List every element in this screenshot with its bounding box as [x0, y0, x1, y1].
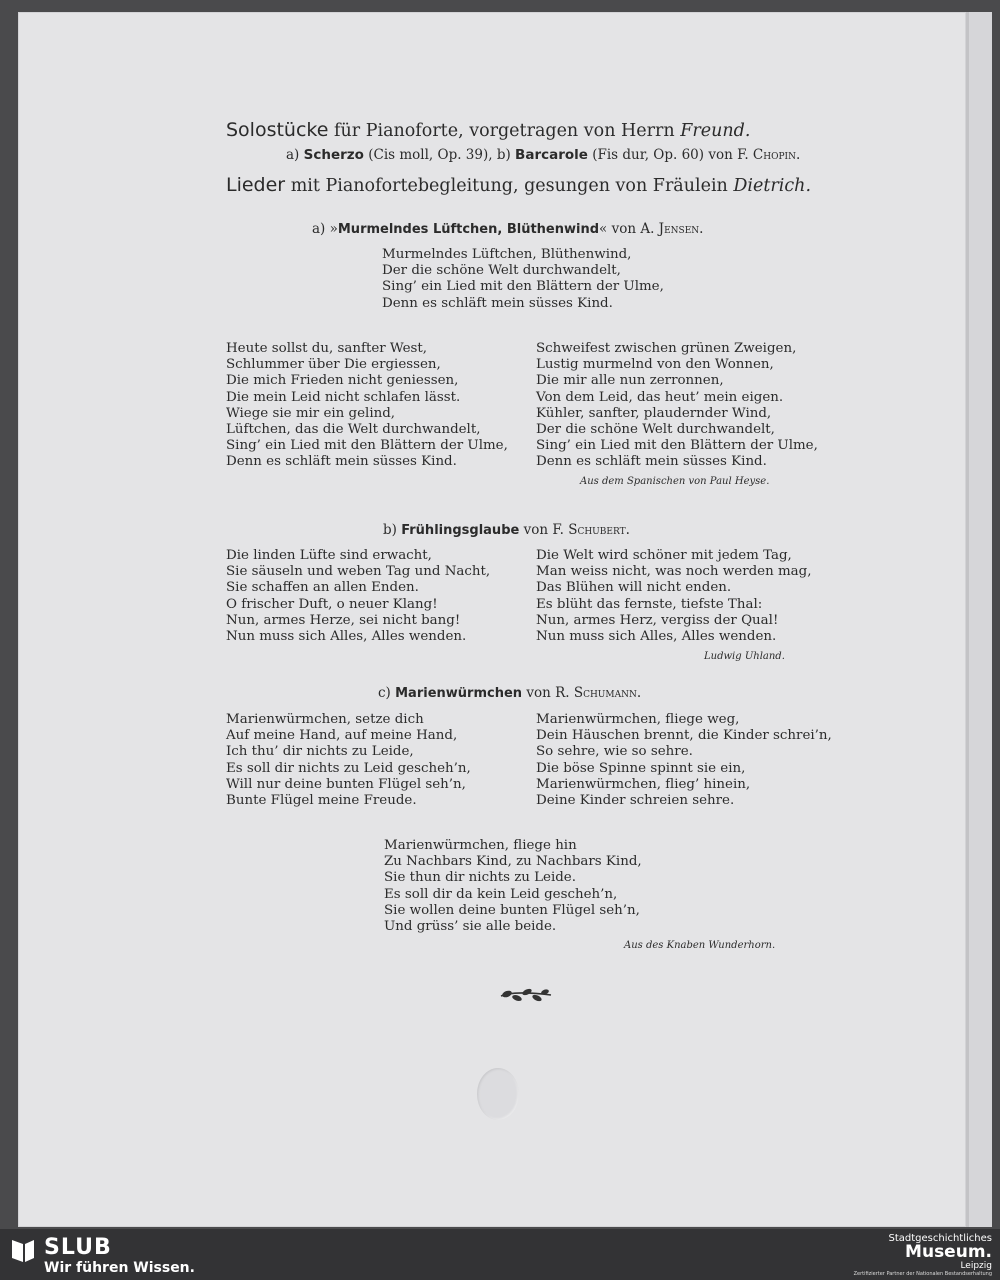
song-b-title: Frühlingsglaube [401, 523, 520, 538]
poem-line: O frischer Duft, o neuer Klang! [226, 596, 438, 612]
song-c-by: von R. [526, 685, 570, 701]
poem-line: So sehre, wie so sehre. [536, 744, 693, 760]
library-name: SLUB [44, 1235, 112, 1260]
song-a-left-column [226, 341, 508, 471]
poem-line: Von dem Leid, das heut’ mein eigen. [536, 389, 784, 405]
floral-ornament-icon [497, 986, 555, 1004]
poem-line: Das Blühen will nicht enden. [536, 580, 732, 596]
poem-line: Lustig murmelnd von den Wonnen, [536, 357, 774, 373]
museum-brand[interactable] [854, 1233, 992, 1277]
poem-line: Es soll dir da kein Leid gescheh’n, [384, 886, 618, 902]
solo-item-b-label: b) [496, 147, 511, 163]
song-c-closing-stanza [384, 838, 642, 935]
poem-line: Sie wollen deine bunten Flügel seh’n, [384, 902, 640, 918]
song-c-label: c) [378, 685, 391, 701]
embossed-stamp [477, 1068, 519, 1120]
song-b-composer: Schubert. [568, 522, 630, 538]
poem-line: Die mein Leid nicht schlafen lässt. [226, 389, 461, 405]
poem-line: Schlummer über Die ergiessen, [226, 357, 441, 373]
song-c-credit: Aus des Knaben Wunderhorn. [624, 940, 776, 951]
song-a-credit: Aus dem Spanischen von Paul Heyse. [580, 476, 770, 487]
song-b-by: von F. [523, 522, 564, 538]
song-b-left-column [226, 548, 490, 645]
song-c-right-column [536, 712, 832, 809]
museum-line1: Stadtgeschichtliches [888, 1233, 992, 1244]
poem-line: Nun, armes Herze, sei nicht bang! [226, 612, 461, 628]
solo-performer: Freund. [680, 121, 751, 141]
poem-line: Sing’ ein Lied mit den Blättern der Ulme, [382, 279, 664, 295]
song-b-credit: Ludwig Uhland. [704, 651, 785, 662]
poem-line: Und grüss’ sie alle beide. [384, 919, 557, 935]
poem-line: Es blüht das fernste, tiefste Thal: [536, 596, 763, 612]
song-c-title: Marienwürmchen [395, 686, 523, 701]
poem-line: Deine Kinder schreien sehre. [536, 793, 735, 809]
solo-items-by: von F. [708, 147, 749, 163]
poem-line: Man weiss nicht, was noch werden mag, [536, 564, 812, 580]
poem-line: Es soll dir nichts zu Leid gescheh’n, [226, 760, 471, 776]
poem-line: Lüftchen, das die Welt durchwandelt, [226, 422, 481, 438]
poem-line: Marienwürmchen, fliege weg, [536, 712, 740, 727]
song-a-heading [312, 221, 703, 237]
poem-line: Marienwürmchen, flieg’ hinein, [536, 776, 751, 792]
song-a-title: Murmelndes Lüftchen, Blüthenwind [337, 222, 600, 237]
poem-line: Sie säuseln und weben Tag und Nacht, [226, 564, 491, 580]
song-b-right-column [536, 548, 811, 645]
poem-line: Wiege sie mir ein gelind, [226, 405, 396, 421]
song-a-right-column [536, 341, 818, 471]
song-a-intro [382, 247, 664, 312]
lieder-performer: Dietrich. [733, 176, 812, 196]
poem-line: Der die schöne Welt durchwandelt, [382, 263, 621, 279]
solo-items-composer: Chopin. [752, 147, 801, 163]
poem-line: Sie schaffen an allen Enden. [226, 580, 419, 596]
poem-line: Kühler, sanfter, plaudernder Wind, [536, 405, 772, 421]
solo-items [286, 147, 800, 163]
song-a-label: a) » [312, 221, 338, 237]
poem-line: Bunte Flügel meine Freude. [226, 793, 417, 809]
poem-line: Denn es schläft mein süsses Kind. [226, 454, 457, 470]
poem-line: Die linden Lüfte sind erwacht, [226, 548, 432, 563]
poem-line: Nun muss sich Alles, Alles wenden. [226, 629, 467, 645]
solo-item-a-detail: (Cis moll, Op. 39), [368, 147, 493, 163]
lieder-heading-lead: Lieder [226, 174, 286, 196]
solo-item-a-title: Scherzo [303, 147, 364, 163]
poem-line: Die mir alle nun zerronnen, [536, 373, 724, 389]
poem-line: Ich thu’ dir nichts zu Leide, [226, 744, 414, 760]
library-tagline: Wir führen Wissen. [44, 1260, 195, 1276]
poem-line: Zu Nachbars Kind, zu Nachbars Kind, [384, 854, 642, 870]
poem-line: Sing’ ein Lied mit den Blättern der Ulme, [226, 438, 508, 454]
poem-line: Der die schöne Welt durchwandelt, [536, 422, 775, 438]
museum-city: Leipzig [960, 1261, 992, 1271]
solo-heading [226, 119, 750, 141]
poem-line: Denn es schläft mein süsses Kind. [536, 454, 767, 470]
song-b-heading [383, 522, 630, 538]
song-a-composer: Jensen. [658, 221, 704, 237]
lieder-heading [226, 174, 811, 196]
poem-line: Die Welt wird schöner mit jedem Tag, [536, 548, 792, 563]
poem-line: Murmelndes Lüftchen, Blüthenwind, [382, 247, 632, 262]
poem-line: Auf meine Hand, auf meine Hand, [226, 728, 458, 744]
poem-line: Dein Häuschen brennt, die Kinder schrei’n, [536, 728, 832, 744]
song-c-composer: Schumann. [573, 685, 642, 701]
lieder-heading-text: mit Pianofortebegleitung, gesungen von Fräulein [285, 176, 734, 196]
song-a-by: « von A. [599, 221, 655, 237]
solo-item-b-title: Barcarole [515, 147, 588, 163]
museum-line2: Museum. [905, 1242, 992, 1262]
museum-note: Zertifizierter Partner der Nationalen Bestandserhaltung [853, 1271, 992, 1277]
poem-line: Schweifest zwischen grünen Zweigen, [536, 341, 797, 356]
song-c-heading [378, 685, 641, 701]
song-c-left-column [226, 712, 471, 809]
poem-line: Die böse Spinne spinnt sie ein, [536, 760, 746, 776]
poem-line: Sing’ ein Lied mit den Blättern der Ulme, [536, 438, 818, 454]
solo-item-b-detail: (Fis dur, Op. 60) [592, 147, 705, 163]
solo-heading-text: für Pianoforte, vorgetragen von Herrn [328, 121, 681, 141]
viewer-footer [0, 1229, 1000, 1280]
solo-heading-lead: Solostücke [226, 119, 329, 141]
poem-line: Denn es schläft mein süsses Kind. [382, 295, 613, 311]
poem-line: Die mich Frieden nicht geniessen, [226, 373, 459, 389]
slub-logo-icon [10, 1238, 36, 1264]
poem-line: Nun muss sich Alles, Alles wenden. [536, 629, 777, 645]
poem-line: Heute sollst du, sanfter West, [226, 341, 428, 356]
song-b-label: b) [383, 522, 397, 538]
solo-item-a-label: a) [286, 147, 300, 163]
page-edge [966, 12, 992, 1227]
poem-line: Marienwürmchen, setze dich [226, 712, 424, 727]
poem-line: Marienwürmchen, fliege hin [384, 838, 577, 853]
poem-line: Sie thun dir nichts zu Leide. [384, 870, 576, 886]
poem-line: Nun, armes Herz, vergiss der Qual! [536, 612, 779, 628]
poem-line: Will nur deine bunten Flügel seh’n, [226, 776, 466, 792]
